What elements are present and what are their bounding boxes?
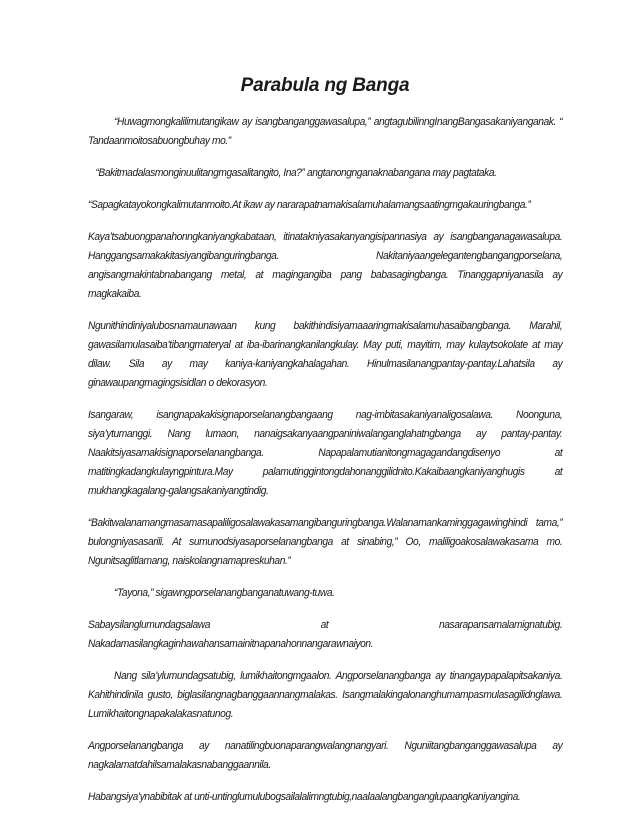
- paragraph-4: Kaya’tsabuongpanahonngkaniyangkabataan, itinatakniyasakanyangisipannasiya ay isangbanganagawasalupa. Hanggangsamakakitasiyangibanguringbanga. Nakitaniyaangelegantengbangangporselana, angisangmakintabnabangang metal, at magingangiba pang babasagingbanga. Tinanggapniyanasila ay magkakaiba.: [88, 231, 563, 300]
- paragraph-7: “Bakitwalanamangmasamasapaliligosalawakasamangibanguringbanga.Walanamankaminggagawinghindi tama,” bulongniyasasarili. At sumunodsiyasaporselanangbanga at sinabing,” Oo, maliligoakosalawakasama mo. Ngunitsaglitlamang, naiskolangnamapreskuhan.”: [88, 517, 563, 567]
- paragraph-8: “Tayona,” sigawngporselanangbanganatuwang-tuwa.: [114, 587, 335, 599]
- paragraph-10: Nang sila’ylumundagsatubig, lumikhaitongmgaalon. Angporselanangbanga ay tinangaypapalapitsakaniya. Kahithindinila gusto, biglasilangnagbanggaannangmalakas. Isangmalakingalonanghumampasmulasagilidnglawa. Lumikhaitongnapakalakasnatunog.: [88, 670, 563, 720]
- document-page: [88, 74, 562, 820]
- paragraph-11: Angporselanangbanga ay nanatilingbuonaparangwalangnangyari. Nguniitangbanganggawasalupa ay nagkalamatdahilsamalakasnabanggaannila.: [88, 740, 563, 771]
- paragraph-5: Ngunithindiniyalubosnamaunawaan kung bakithindisiyamaaaringmakisalamuhasaibangbanga. Marahil, gawasilamulasaiba’tibangmateryal at iba-ibarinangkanilangkulay. May puti, mayitim, may kulaytsokolate at may dilaw. Sila ay may kaniya-kaniyangkahalagahan. Hinulmasilanangpantay-pantay.Lahatsila ay ginawaupangmagingsisidlan o dekorasyon.: [88, 320, 563, 389]
- paragraph-3: “Sapagkatayokongkalimutanmoito.At ikaw ay nararapatnamakisalamuhalamangsaatingmgakauringbanga.”: [88, 199, 531, 211]
- paragraph-1: “Huwagmongkalilimutangikaw ay isangbanganggawasalupa,” angtagubilinngInangBangasakaniyanganak. “ Tandaanmoitosabuongbuhay mo.”: [88, 116, 563, 147]
- paragraph-12: Habangsiya’ynabibitak at unti-untinglumulubogsailalalimngtubig,naalaalangbanganglupaangkaniyangina.: [88, 791, 521, 803]
- paragraph-2: “Bakitmadalasmonginuulitangmgasalitangito, Ina?” angtanongnganaknabangana may pagtataka.: [95, 167, 497, 179]
- paragraph-9: Sabaysilanglumundagsalawa at nasarapansamalamignatubig. Nakadamasilangkaginhawahansamainitnapanahonnangarawnaiyon.: [88, 619, 563, 650]
- paragraph-6: Isangaraw, isangnapakakisignaporselanangbangaang nag-imbitasakaniyanaligosalawa. Noonguna, siya’ytumanggi. Nang lumaon, nanaigsakanyaangpaniniwalanganglahatngbanga ay pantay-pantay. Naakitsiyasamakisignaporselanangbanga. Napapalamutianitongmagagandangdisenyo at matitingkadangkulayngpintura.May palamutinggintongdahonanggilidnito.Kakaibaangkaniyanghugis at mukhangkagalang-galangsakaniyangtindig.: [88, 409, 563, 497]
- document-title: Parabula ng Banga: [240, 75, 410, 96]
